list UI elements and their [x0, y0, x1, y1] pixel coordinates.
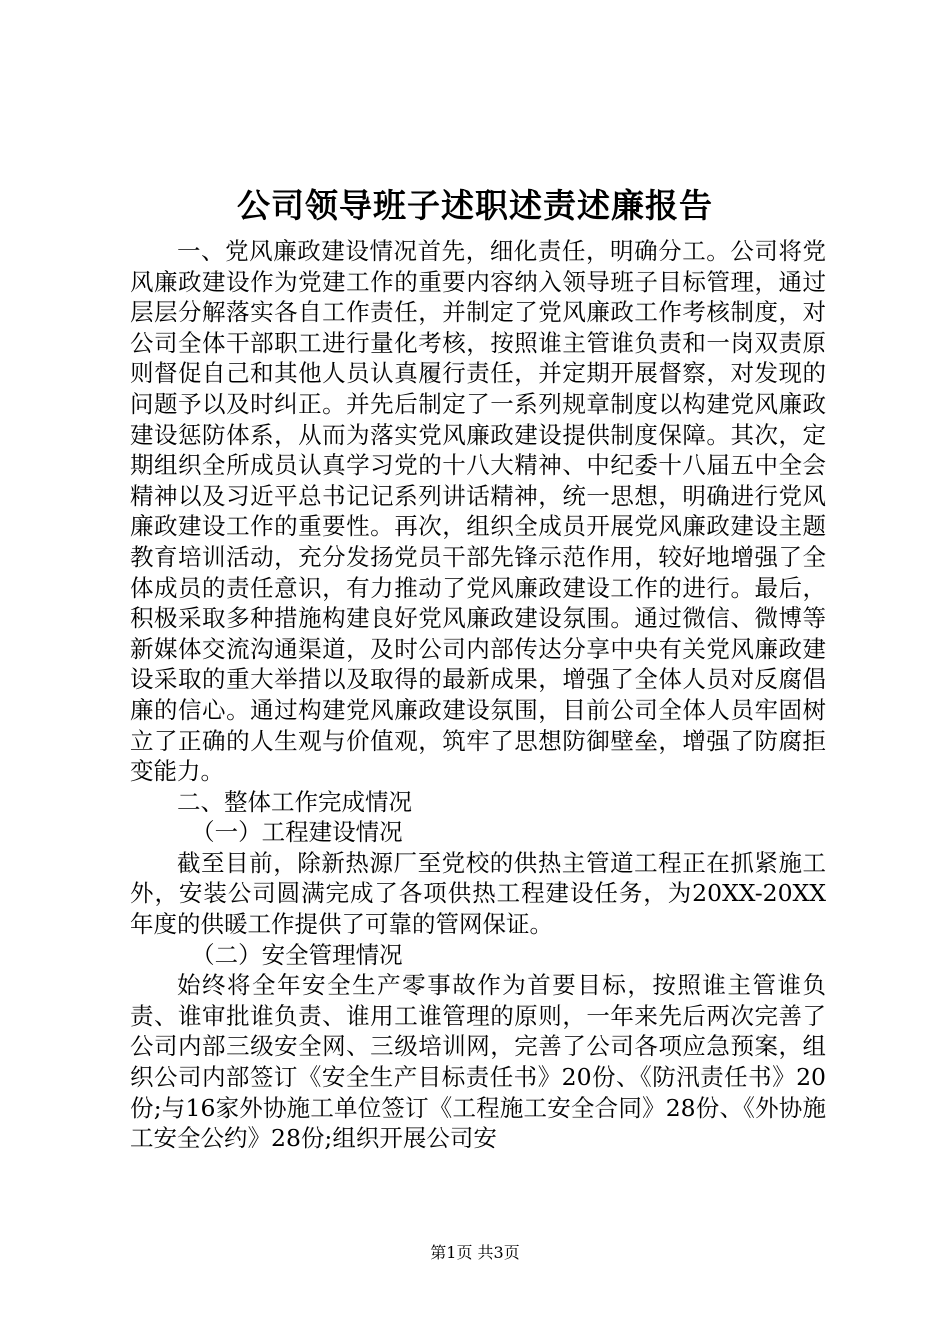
document-title: 公司领导班子述职述责述廉报告: [237, 186, 713, 225]
heading-engineering: （一）工程建设情况: [191, 818, 403, 847]
document-body: [130, 236, 826, 1154]
paragraph-safety: 始终将全年安全生产零事故作为首要目标，按照谁主管谁负责、谁审批谁负责、谁用工谁管理的原则，一年来先后两次完善了公司内部三级安全网、三级培训网，完善了公司各项应急预案，组织公司内部签订《安全生产目标责任书》20份、《防汛责任书》20份;与16家外协施工单位签订《工程施工安全合同》28份、《外协施工安全公约》28份;组织开展公司安: [130, 971, 826, 1153]
paragraph-engineering: 截至目前，除新热源厂至党校的供热主管道工程正在抓紧施工外，安装公司圆满完成了各项供热工程建设任务，为20XX-20XX年度的供暖工作提供了可靠的管网保证。: [130, 848, 826, 939]
paragraph-party-conduct: 一、党风廉政建设情况首先，细化责任，明确分工。公司将党风廉政建设作为党建工作的重要内容纳入领导班子目标管理，通过层层分解落实各自工作责任，并制定了党风廉政工作考核制度，对公司全体干部职工进行量化考核，按照谁主管谁负责和一岗双责原则督促自己和其他人员认真履行责任，并定期开展督察，对发现的问题予以及时纠正。并先后制定了一系列规章制度以构建党风廉政建设惩防体系，从而为落实党风廉政建设提供制度保障。其次，定期组织全所成员认真学习党的十八大精神、中纪委十八届五中全会精神以及习近平总书记记系列讲话精神，统一思想，明确进行党风廉政建设工作的重要性。再次，组织全成员开展党风廉政建设主题教育培训活动，充分发扬党员干部先锋示范作用，较好地增强了全体成员的责任意识，有力推动了党风廉政建设工作的进行。最后，积极采取多种措施构建良好党风廉政建设氛围。通过微信、微博等新媒体交流沟通渠道，及时公司内部传达分享中央有关党风廉政建设采取的重大举措以及取得的最新成果，增强了全体人员对反腐倡廉的信心。通过构建党风廉政建设氛围，目前公司全体人员牢固树立了正确的人生观与价值观，筑牢了思想防御壁垒，增强了防腐拒变能力。: [130, 237, 826, 786]
page-footer: 第1页 共3页: [430, 1243, 520, 1262]
heading-safety: （二）安全管理情况: [191, 940, 403, 969]
heading-overall-work: 二、整体工作完成情况: [177, 787, 412, 816]
